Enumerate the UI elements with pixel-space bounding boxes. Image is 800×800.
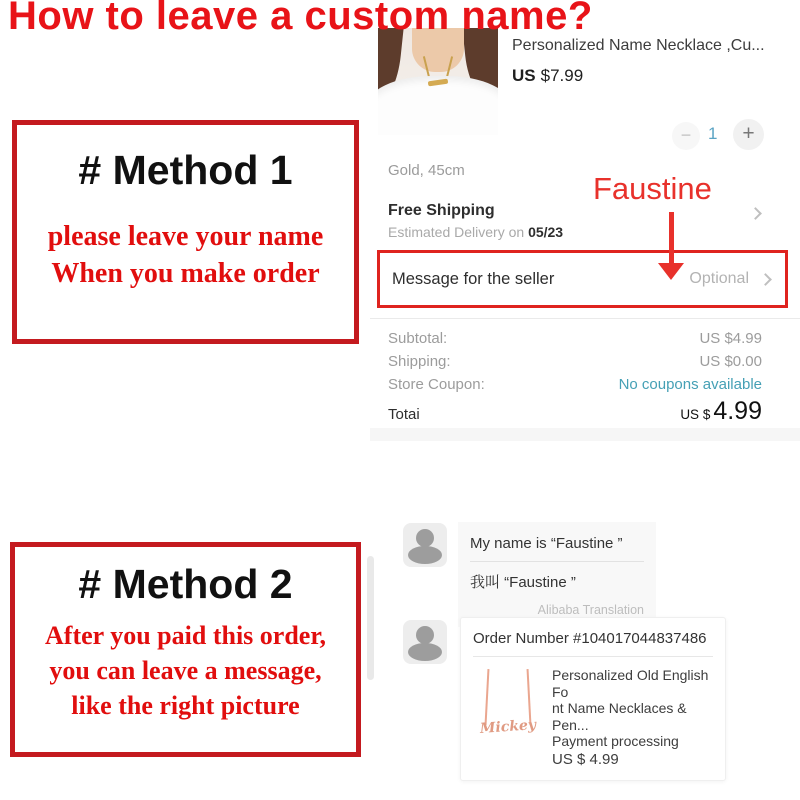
order-summary: [388, 327, 762, 426]
page-title: How to leave a custom name?: [8, 0, 593, 38]
order-product-thumbnail: [473, 667, 543, 747]
order-product-info: [552, 667, 713, 768]
price-amount: $7.99: [540, 66, 584, 85]
order-product-line2: nt Name Necklaces & Pen...: [552, 700, 687, 733]
total-value: [680, 397, 762, 426]
method1-line-2: When you make order: [51, 258, 320, 289]
arrow-head-icon: [658, 263, 684, 280]
coupon-label: Store Coupon:: [388, 376, 485, 393]
method1-heading: # Method 1: [78, 147, 293, 193]
method2-line-1: After you paid this order,: [45, 621, 326, 650]
subtotal-label: Subtotal:: [388, 330, 448, 347]
scrollbar[interactable]: [367, 556, 374, 680]
delivery-estimate: [388, 224, 768, 240]
method2-text: [15, 618, 356, 723]
section-divider: [370, 428, 800, 441]
message-placeholder: Optional: [689, 270, 749, 287]
summary-row-subtotal: [388, 327, 762, 350]
shipping-label: Shipping:: [388, 353, 451, 370]
price-currency: US: [512, 66, 536, 85]
quantity-value: 1: [708, 124, 718, 143]
delivery-date: 05/23: [528, 224, 564, 240]
person-icon: [416, 626, 434, 644]
shipping-value: US $0.00: [699, 353, 762, 370]
order-status: Payment processing: [552, 733, 679, 749]
total-label: Totai: [388, 406, 420, 423]
quantity-plus-button[interactable]: +: [733, 119, 764, 150]
shipping-title: Free Shipping: [388, 202, 495, 219]
thumbnail-name-text: Mickey: [479, 717, 537, 737]
method2-line-2: you can leave a message,: [49, 656, 322, 685]
summary-row-shipping: [388, 350, 762, 373]
person-icon: [416, 529, 434, 547]
order-price: US $ 4.99: [552, 750, 619, 768]
method1-line-1: please leave your name: [47, 221, 324, 252]
subtotal-value: US $4.99: [699, 330, 762, 347]
chat-message-1: [458, 522, 656, 627]
avatar: [403, 620, 447, 664]
method1-box: [12, 120, 359, 344]
arrow-down-icon: [669, 212, 674, 265]
quantity-minus-button[interactable]: −: [672, 122, 700, 150]
order-number: Order Number #104017044837486: [473, 630, 707, 647]
divider: [370, 318, 800, 319]
coupon-link[interactable]: No coupons available: [618, 376, 762, 393]
product-price: [512, 66, 583, 86]
shipping-row[interactable]: [388, 202, 768, 240]
product-title: Personalized Name Necklace ,Cu...: [512, 37, 765, 54]
chat-text-zh: 我叫 “Faustine ”: [470, 574, 576, 591]
summary-row-total: [388, 397, 762, 426]
avatar: [403, 523, 447, 567]
total-currency: US $: [680, 407, 711, 422]
divider: [473, 656, 713, 657]
chat-text-en: My name is “Faustine ”: [470, 535, 623, 552]
translation-label: Alibaba Translation: [537, 603, 644, 617]
decor-chain-left: [485, 669, 490, 725]
variant-label: Gold, 45cm: [388, 162, 465, 179]
delivery-prefix: Estimated Delivery on: [388, 224, 529, 240]
order-card-body: [473, 667, 713, 768]
method2-box: [10, 542, 361, 757]
summary-row-coupon: [388, 373, 762, 396]
message-for-seller-row[interactable]: [377, 250, 788, 308]
person-icon-body: [408, 643, 442, 661]
divider: [470, 561, 644, 562]
annotation-name: Faustine: [593, 171, 712, 206]
method1-text: [17, 218, 354, 292]
chevron-right-icon: [759, 273, 772, 286]
total-amount: 4.99: [713, 397, 762, 425]
method2-line-3: like the right picture: [71, 691, 300, 720]
message-label: Message for the seller: [392, 269, 555, 288]
product-image[interactable]: [378, 28, 498, 135]
order-product-line1: Personalized Old English Fo: [552, 667, 709, 700]
person-icon-body: [408, 546, 442, 564]
order-card[interactable]: [460, 617, 726, 781]
method2-heading: # Method 2: [78, 561, 293, 607]
